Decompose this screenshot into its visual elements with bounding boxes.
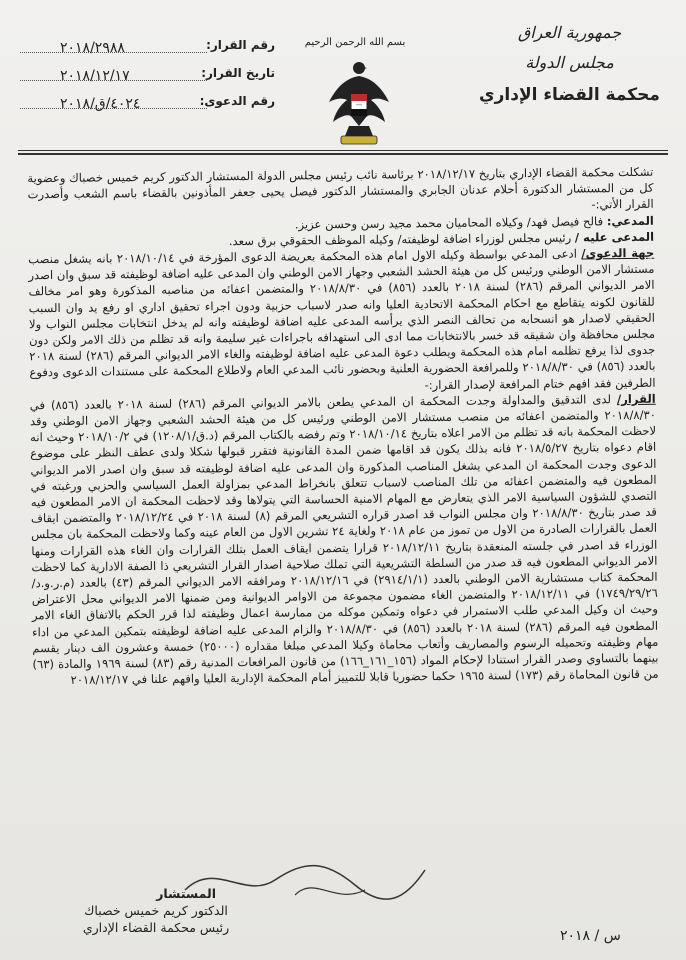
signature-block — [56, 885, 256, 936]
claim-paragraph — [28, 245, 655, 397]
header-divider — [18, 150, 668, 151]
decision-number-label: رقم القرار: — [206, 38, 275, 52]
decision-date-label: تاريخ القرار: — [201, 66, 275, 80]
decision-number-value: ٢٠١٨/٢٩٨٨ — [60, 40, 125, 56]
signer-title: المستشار — [156, 886, 216, 901]
footer-number: س / ٢٠١٨ — [560, 928, 621, 944]
plaintiff-label: المدعي: — [606, 213, 654, 228]
defendant-text: رئيس مجلس لوزراء اضافة لوظيفته/ وكيله الموظف الحقوقي برق سعد. — [228, 230, 572, 248]
issuer-court: محكمة القضاء الإداري — [479, 85, 660, 105]
ruling-text: لدى التدقيق والمداولة وجدت المحكمة ان المدعي يطعن بالامر الديواني المرقم (٢٨٦) لسنة ٢٠١٨ بالعدد (٨٥٦) في ٢٠١٨/٨/٣٠ والمتضمن اعفائه من منصب مستشار الامن الوطني ورئيس كل من هيئة الحشد الشعبي وجهاز الامن الوطني وقد لاحظت المحكمة بانه قد تظلم من الامر اعلاه بتاريخ ٢٠١٨/١٠/١٤ وتم رفضه بالكتاب المرقم (د.ق/١٢٠٨/١) في ٢٠١٨/١٠/٢ وحيث انه اقام دعواه بتاريخ ٢٠١٨/٥/٢٧ فانه بذلك يكون قد اقامها ضمن المدة القانونية فتقرر قبولها شكلا ولدى عطف النظر على موضوع الدعوى وجدت المحكمة ان المدعي يشغل المناصب المذكورة وان المدعى عليه اضافة لوظيفته قد سبق وان اصدر الامر الديواني المطعون فيه والمتضمن اعفائه من تلك المناصب لاسباب تتعلق بانخراط المدعي بمزاولة العمل السياسي والحزبي ورغبته في التصدي للشؤون السياسية الامر الذي يتعارض مع المهام الامنية الحساسة التي يتولاها وقد لاحظت المحكمة ان الامر المطعون فيه قد صدر بتاريخ ٢٠١٨/٨/٣٠ وان مجلس النواب قد اصدر قراره التشريعي المرقم (٨) لسنة ٢٠١٨ في ٢٠١٨/١٢/٢٤ والمتضمن ايقاف العمل بالقرارات الصادرة من الاول من تموز من عام ٢٠١٨ ولغاية ٢٤ تشرين الاول من العام عينه وكما ولاحظت المحكمة بان مجلس الوزراء قد اصدر في جلسته المنعقدة بتاريخ ٢٠١٨/١٢/١١ قرارا يتضمن ايقاف العمل بتلك القرارات وان الغاء هذه القرارات ومنها الامر الديواني المطعون فيه قد صدر من السلطة التشريعية التي تملك صلاحية اصدار القرار التشريعي ذا الصفة الادارية كما لاحظت المحكمة كتاب مستشارية الامن الوطني بالعدد (٢٩١٤/١/١) في ٢٠١٨/١٢/١٦ ومرافقه الامر الديواني المرقم (٤٣) بالعدد (م.ر.و.د/١٧٤٩/٢٩/٢٦) في ٢٠١٨/١٢/١١ والمتضمن الغاء مضمون مجموعة من الاوامر الديوانية ومن ضمنها الامر الديواني محل الاعتراض وحيث ان وكيل المدعي طلب الاستمرار في دعواه وتمكين موكله من ممارسة اعمال وظيفته لذا قرر الحكم بالاتفاق الغاء الامر المطعون فيه المرقم (٢٨٦) لسنة ٢٠١٨ بالعدد (٨٥٦) في ٢٠١٨/٨/٣٠ والزام المدعى عليه اضافة لوظيفته بتمكين المدعي من اداء مهام وظيفته وتحميله الرسوم والمصاريف وأتعاب محاماة وكيلا المدعي مبلغا مقداره (٢٥٠٠٠) خمسة وعشرون الف دينار يقسم بينهما بالتساوي وصدر القرار استنادا لإحكام المواد (١٥٦_١٦١_١٦٦) من قانون المرافعات المدنية رقم (٨٣) لسنة ١٩٦٩ والمادة (٦٣) من قانون المحاماة رقم (١٧٣) لسنة ١٩٦٥ حكما حضوريا قابلا للتمييز أمام المحكمة الإدارية العليا وافهم علنا في ٢٠١٨/١٢/١٧ — [29, 392, 659, 688]
issuer-block — [467, 18, 672, 112]
ruling-paragraph — [30, 391, 659, 689]
decision-date-value: ٢٠١٨/١٢/١٧ — [60, 68, 130, 84]
basmala: بسم الله الرحمن الرحيم — [304, 37, 406, 48]
svg-text:***: *** — [356, 103, 362, 108]
decision-date-row — [20, 66, 275, 94]
signer-name: الدكتور كريم خميس خصباك — [84, 903, 228, 918]
claim-label: جهة الدعوى/ — [581, 245, 655, 261]
header-divider-thick — [18, 153, 668, 155]
case-number-label: رقم الدعوى: — [199, 94, 275, 108]
case-number-value: ٤٠٢٤/ق/٢٠١٨ — [60, 96, 141, 112]
signer-role: رئيس محكمة القضاء الإداري — [82, 920, 230, 935]
plaintiff-text: فالح فيصل فهد/ وكيلاه المحاميان محمد مجيد رسن وحسن عزيز. — [294, 213, 604, 232]
decision-body — [27, 164, 658, 689]
issuer-country: جمهورية العراق — [517, 23, 622, 42]
court-composition-paragraph: تشكلت محكمة القضاء الإداري بتاريخ ٢٠١٨/١٢/١٧ برئاسة نائب رئيس مجلس الدولة المستشار الدكتور كريم خميس خصباك وعضوية كل من المستشار الدكتورة أحلام عدنان الجابري والمستشار الدكتور فيصل يحيى جعفر المأذونين بالقضاء باسم الشعب وأصدرت القرار الأتي:- — [27, 164, 654, 212]
issuer-council: مجلس الدولة — [525, 53, 614, 72]
eagle-emblem-icon — [323, 56, 395, 148]
decision-meta — [20, 38, 275, 122]
claim-text: ادعى المدعي بواسطة وكيله الاول امام هذه المحكمة بعريضة الدعوى المؤرخة في ٢٠١٨/١٠/١٤ بانه يشغل منصب مستشار الامن الوطني ورئيس كل من هيئة الحشد الشعبي وجهاز الامن الوطني وان المدعى عليه اضافة لوظيفته قد سبق وان اصدر الامر الديواني المرقم (٢٨٦) لسنة ٢٠١٨ بالعدد (٨٥٦) في ٢٠١٨/٨/٣٠ والمتضمن اعفائه من مناصبه المذكورة وهو امر مخالف للقانون لكونه يتقاطع مع احكام المحكمة الاتحادية العليا وانه صدر لاسباب حزبية ودون اجراء تحقيق اداري او رفع يد وان السبب الحقيقي لاصدار هو انسحابه من تحالف النصر الذي يرأسه المدعى عليه اضافة لوظيفته وانه لم يدخل انتخابات مجلس النواب ولا مجلس محافظة وان شقيقه قد خسر بالانتخابات مما ادى الى استهدافه باجراءات غير سليمة وانه قد تظلم من ذلك الامر ولكن دون جدوى لذا يرفع تظلمه امام هذه المحكمة ويطلب دعوة المدعى عليه اضافة لوظيفته والغاء الامر الديواني المرقم (٢٨٦) لسنة ٢٠١٨ بالعدد (٨٥٦) في ٢٠١٨/٨/٣٠ وللمرافعة الحضورية العلنية وبحضور نائب المدعي العام ولاطلاع المحكمة على مستندات الدعوى ودفوع الطرفين فقد افهم ختام المرافعة لإصدار القرار:- — [28, 246, 656, 392]
case-number-row — [20, 94, 275, 122]
decision-number-row — [20, 38, 275, 66]
defendant-label: المدعى عليه / — [574, 229, 655, 245]
ruling-label: القرار/ — [616, 391, 656, 406]
